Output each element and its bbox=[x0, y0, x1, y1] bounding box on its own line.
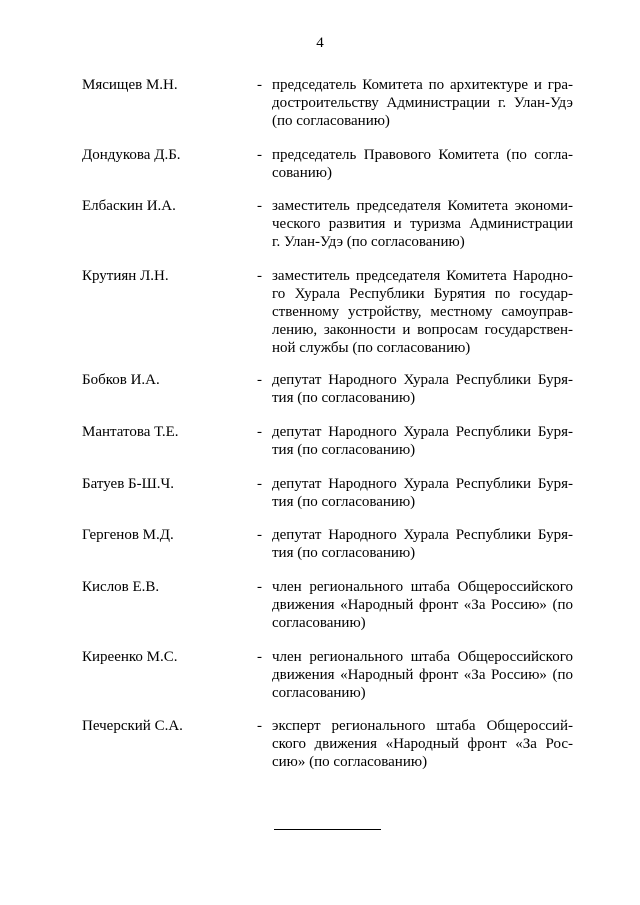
member-name: Дондукова Д.Б. bbox=[82, 147, 181, 163]
member-role bbox=[272, 526, 573, 562]
role-line: депутат Народного Хурала Республики Буря- bbox=[272, 424, 573, 440]
role-line: го Хурала Республики Бурятия по государ- bbox=[272, 286, 573, 302]
member-role bbox=[272, 717, 573, 771]
role-line: (по согласованию) bbox=[272, 113, 390, 129]
role-line: заместитель председателя Комитета экономи- bbox=[272, 198, 573, 214]
role-line: ной службы (по согласованию) bbox=[272, 340, 471, 356]
role-line: депутат Народного Хурала Республики Буря- bbox=[272, 372, 573, 388]
role-line: согласованию) bbox=[272, 615, 366, 631]
member-name: Киреенко М.С. bbox=[82, 649, 178, 665]
role-line: депутат Народного Хурала Республики Буря- bbox=[272, 476, 573, 492]
role-line: заместитель председателя Комитета Народно- bbox=[272, 268, 573, 284]
member-dash: - bbox=[257, 718, 262, 734]
member-role bbox=[272, 578, 573, 632]
member-name: Печерский С.А. bbox=[82, 718, 183, 734]
role-line: тия (по согласованию) bbox=[272, 442, 416, 458]
member-name: Елбаскин И.А. bbox=[82, 198, 176, 214]
member-name: Крутиян Л.Н. bbox=[82, 268, 169, 284]
member-name: Кислов Е.В. bbox=[82, 579, 160, 595]
member-name: Бобков И.А. bbox=[82, 372, 160, 388]
member-role bbox=[272, 475, 573, 511]
member-name: Мясищев М.Н. bbox=[82, 77, 178, 93]
member-dash: - bbox=[257, 527, 262, 543]
role-line: председатель Правового Комитета (по согла- bbox=[272, 147, 573, 163]
member-role bbox=[272, 423, 573, 459]
member-dash: - bbox=[257, 147, 262, 163]
role-line: ческого развития и туризма Администрации bbox=[272, 216, 573, 232]
member-role bbox=[272, 197, 573, 251]
role-line: эксперт регионального штаба Общероссий- bbox=[272, 718, 573, 734]
member-dash: - bbox=[257, 649, 262, 665]
member-role bbox=[272, 648, 573, 702]
role-line: движения «Народный фронт «За Россию» (по bbox=[272, 597, 573, 613]
role-line: ственному устройству, местному самоуправ- bbox=[272, 304, 573, 320]
role-line: лению, законности и вопросам государствен- bbox=[272, 322, 573, 338]
member-dash: - bbox=[257, 476, 262, 492]
member-dash: - bbox=[257, 268, 262, 284]
role-line: тия (по согласованию) bbox=[272, 390, 416, 406]
role-line: достроительству Администрации г. Улан-Удэ bbox=[272, 95, 573, 111]
role-line: г. Улан-Удэ (по согласованию) bbox=[272, 234, 465, 250]
role-line: движения «Народный фронт «За Россию» (по bbox=[272, 667, 573, 683]
role-line: председатель Комитета по архитектуре и гра- bbox=[272, 77, 573, 93]
footer-rule bbox=[274, 829, 381, 830]
member-role bbox=[272, 76, 573, 130]
member-dash: - bbox=[257, 372, 262, 388]
member-role bbox=[272, 371, 573, 407]
page-number: 4 bbox=[316, 35, 324, 51]
member-role bbox=[272, 146, 573, 182]
role-line: тия (по согласованию) bbox=[272, 494, 416, 510]
member-dash: - bbox=[257, 77, 262, 93]
role-line: сованию) bbox=[272, 165, 332, 181]
role-line: член регионального штаба Общероссийского bbox=[272, 649, 573, 665]
role-line: ского движения «Народный фронт «За Рос- bbox=[272, 736, 573, 752]
role-line: депутат Народного Хурала Республики Буря- bbox=[272, 527, 573, 543]
role-line: тия (по согласованию) bbox=[272, 545, 416, 561]
member-dash: - bbox=[257, 424, 262, 440]
role-line: член регионального штаба Общероссийского bbox=[272, 579, 573, 595]
role-line: согласованию) bbox=[272, 685, 366, 701]
member-dash: - bbox=[257, 198, 262, 214]
member-name: Батуев Б-Ш.Ч. bbox=[82, 476, 175, 492]
member-name: Мантатова Т.Е. bbox=[82, 424, 179, 440]
member-dash: - bbox=[257, 579, 262, 595]
member-role bbox=[272, 267, 573, 357]
role-line: сию» (по согласованию) bbox=[272, 754, 428, 770]
member-name: Гергенов М.Д. bbox=[82, 527, 174, 543]
